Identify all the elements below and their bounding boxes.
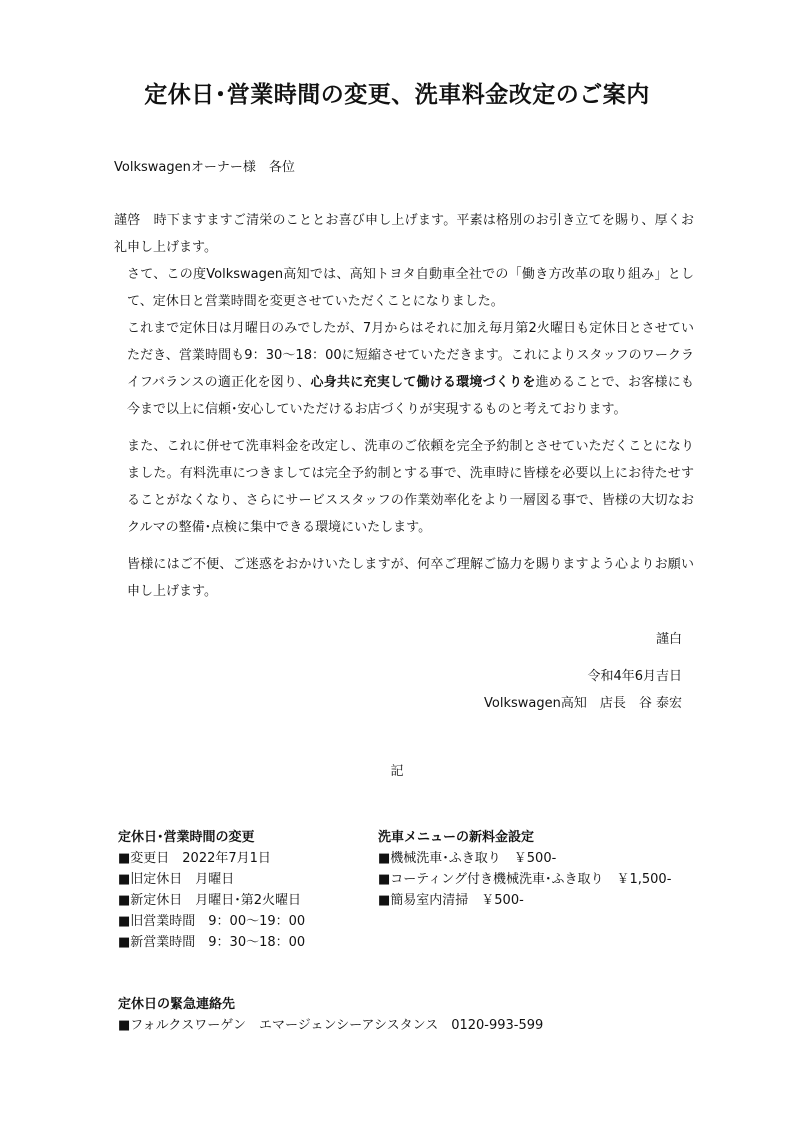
- list-item: ■旧営業時間 9：00～19：00: [118, 914, 306, 929]
- paragraph-car-wash: また、これに併せて洗車料金を改定し、洗車のご依頼を完全予約制とさせていただくことになりました。有料洗車につきましては完全予約制とする事で、洗車時に皆様を必要以上にお待たせすることがなくなり、さらにサービススタッフの作業効率化をより一層図る事で、皆様の大切なおクルマの整備･点検に集中できる環境にいたします。: [127, 439, 694, 535]
- closing-word: 謹白: [655, 632, 682, 647]
- paragraph-holiday-change: [114, 315, 694, 423]
- addressee: Volkswagenオーナー様 各位: [114, 160, 295, 175]
- emphasis-text: 心身共に充実して働ける環境づくりを: [310, 375, 536, 390]
- list-item: ■簡易室内清掃 ￥500-: [378, 893, 524, 908]
- wash-price-section: [378, 827, 671, 911]
- signature: Volkswagen高知 店長 谷 泰宏: [484, 696, 682, 711]
- paragraph-greeting: 謹啓 時下ますますご清栄のこととお喜び申し上げます。平素は格別のお引き立てを賜り、厚くお礼申し上げます。: [114, 213, 694, 255]
- paragraph-text: 進めることで、お客様にも今まで以上に信頼･安心していただけるお店づくりが実現するものと考えております。: [127, 375, 694, 417]
- hours-section: [118, 827, 305, 953]
- paragraph-announcement: さて、この度Volkswagen高知では、高知トヨタ自動車全社での「働き方改革の取り組み」として、定休日と営業時間を変更させていただくことになりました。: [127, 267, 694, 309]
- section-heading: 定休日の緊急連絡先: [118, 997, 236, 1012]
- section-heading: 洗車メニューの新料金設定: [378, 830, 535, 845]
- list-item: ■コーティング付き機械洗車･ふき取り ￥1,500-: [378, 872, 672, 887]
- letter-body: [114, 207, 694, 605]
- paragraph-apology: 皆様にはご不便、ご迷惑をおかけいたしますが、何卒ご理解ご協力を賜りますよう心よりお願い申し上げます。: [127, 557, 694, 599]
- list-item: ■フォルクスワーゲン エマージェンシーアシスタンス 0120-993-599: [118, 1018, 544, 1033]
- list-item: ■機械洗車･ふき取り ￥500-: [378, 851, 557, 866]
- letter-date: 令和4年6月吉日: [587, 669, 682, 684]
- list-item: ■新営業時間 9：30～18：00: [118, 935, 306, 950]
- ki-mark: 記: [390, 764, 404, 779]
- paragraph-text: これまで定休日は月曜日のみでしたが、7月からはそれに加え毎月第2火曜日も定休日とさせていただき、営業時間も9：30～18：00に短縮させていただきます。これによりスタッフのワークライフバランスの適正化を図り、: [127, 321, 694, 390]
- emergency-section: [118, 994, 543, 1036]
- list-item: ■新定休日 月曜日･第2火曜日: [118, 893, 302, 908]
- list-item: ■旧定休日 月曜日: [118, 872, 235, 887]
- list-item: ■変更日 2022年7月1日: [118, 851, 271, 866]
- section-heading: 定休日･営業時間の変更: [118, 830, 255, 845]
- page-title: 定休日･営業時間の変更、洗車料金改定のご案内: [144, 82, 650, 108]
